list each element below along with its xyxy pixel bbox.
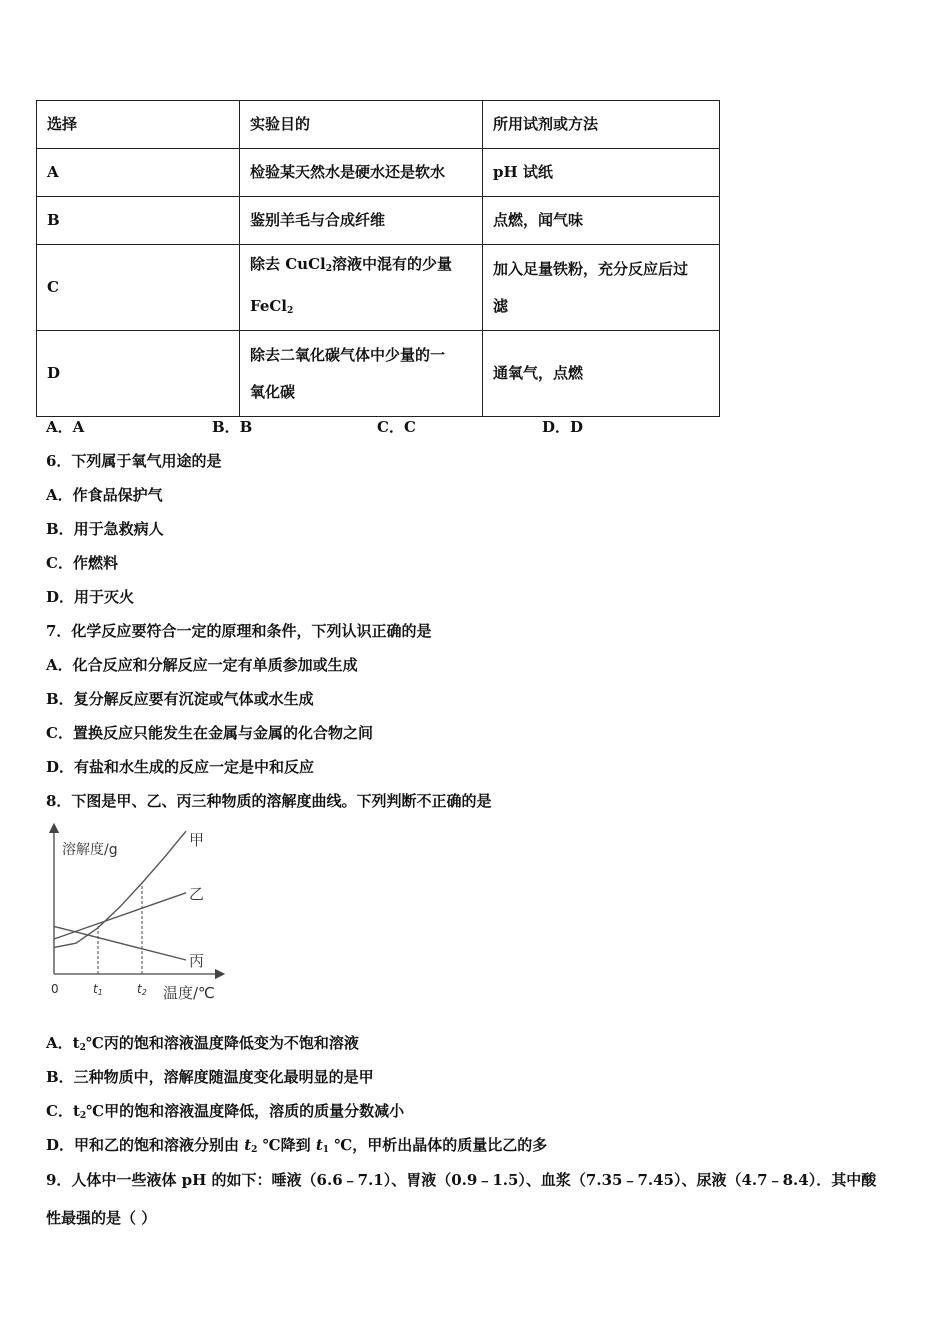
answer-option[interactable]: A．化合反应和分解反应一定有单质参加或生成 xyxy=(46,656,358,674)
purpose-text: 氧化碳 xyxy=(250,382,296,401)
cell-purpose: 鉴别羊毛与合成纤维 xyxy=(240,197,483,245)
answer-option[interactable]: B．B xyxy=(212,418,253,436)
question-stem: 9．人体中一些液体 pH 的如下：唾液（6.6﹣7.1）、胃液（0.9﹣1.5）、血浆（7.35﹣7.45）、尿液（4.7﹣8.4）．其中酸 xyxy=(46,1171,877,1189)
header-purpose: 实验目的 xyxy=(240,101,483,149)
subscript: 2 xyxy=(79,1111,87,1121)
variable-t: t xyxy=(72,1034,80,1052)
x-axis-label: 温度/℃ xyxy=(163,984,215,1002)
answer-option[interactable]: A．作食品保护气 xyxy=(46,486,163,504)
tick-label-t2: t2 xyxy=(137,982,147,997)
purpose-text: FeCl xyxy=(250,296,288,315)
cell-choice: A xyxy=(37,149,240,197)
option-prefix: C． xyxy=(46,1102,73,1120)
question-stem: 8．下图是甲、乙、丙三种物质的溶解度曲线。下列判断不正确的是 xyxy=(46,792,492,810)
subscript: 2 xyxy=(79,1043,86,1053)
cell-method: 通氧气，点燃 xyxy=(483,331,720,417)
series-label-jia: 甲 xyxy=(189,831,205,850)
answer-option[interactable]: B．三种物质中，溶解度随温度变化最明显的是甲 xyxy=(46,1068,374,1086)
cell-choice: B xyxy=(37,197,240,245)
cell-method: 点燃，闻气味 xyxy=(483,197,720,245)
answer-option[interactable]: C．C xyxy=(377,418,416,436)
subscript: 1 xyxy=(322,1145,330,1155)
table-header-row xyxy=(37,101,720,149)
variable-t: t xyxy=(244,1136,252,1154)
cell-method xyxy=(483,245,720,331)
subscript: 2 xyxy=(287,305,294,316)
answer-option[interactable]: D．D xyxy=(542,418,584,436)
table-row xyxy=(37,149,720,197)
answer-option[interactable]: D．用于灭火 xyxy=(46,588,135,606)
method-text: 加入足量铁粉，充分反应后过 xyxy=(493,259,689,278)
variable-t: t xyxy=(72,1102,80,1120)
purpose-text: 除去二氧化碳气体中少量的一 xyxy=(250,345,446,364)
cell-method: pH 试纸 xyxy=(483,149,720,197)
experiment-table xyxy=(36,100,720,417)
cell-choice: C xyxy=(37,245,240,331)
cell-purpose xyxy=(240,331,483,417)
cell-purpose xyxy=(240,245,483,331)
answer-option[interactable]: B．复分解反应要有沉淀或气体或水生成 xyxy=(46,690,314,708)
cell-purpose: 检验某天然水是硬水还是软水 xyxy=(240,149,483,197)
question-stem: 7．化学反应要符合一定的原理和条件，下列认识正确的是 xyxy=(46,622,432,640)
option-text: ℃，甲析出晶体的质量比乙的多 xyxy=(329,1136,548,1154)
subscript: 2 xyxy=(325,263,332,274)
table-row xyxy=(37,245,720,331)
answer-option[interactable]: D．有盐和水生成的反应一定是中和反应 xyxy=(46,758,315,776)
option-prefix: A． xyxy=(46,1034,73,1052)
method-text: 滤 xyxy=(493,296,509,315)
variable-t: t xyxy=(315,1136,323,1154)
y-axis-label: 溶解度/g xyxy=(62,842,118,858)
option-text: ℃降到 xyxy=(257,1136,316,1154)
purpose-text: 除去 CuCl xyxy=(250,254,326,273)
header-method: 所用试剂或方法 xyxy=(483,101,720,149)
answer-option[interactable]: B．用于急救病人 xyxy=(46,520,164,538)
header-choice: 选择 xyxy=(37,101,240,149)
answer-option[interactable] xyxy=(46,1134,547,1155)
subscript: 2 xyxy=(251,1145,258,1155)
series-label-yi: 乙 xyxy=(189,884,205,903)
tick-label-t1: t1 xyxy=(93,982,103,997)
answer-option[interactable]: A．A xyxy=(46,418,85,436)
option-text: ℃甲的饱和溶液温度降低，溶质的质量分数减小 xyxy=(86,1102,405,1120)
solubility-chart xyxy=(36,822,226,1006)
table-row xyxy=(37,197,720,245)
origin-label: 0 xyxy=(51,982,59,996)
answer-option[interactable] xyxy=(46,1100,404,1121)
cell-choice: D xyxy=(37,331,240,417)
question-stem: 性最强的是（ ） xyxy=(46,1209,157,1227)
option-prefix: D．甲和乙的饱和溶液分别由 xyxy=(46,1136,245,1154)
option-text: ℃丙的饱和溶液温度降低变为不饱和溶液 xyxy=(85,1034,359,1052)
table-row xyxy=(37,331,720,417)
answer-option[interactable]: C．作燃料 xyxy=(46,554,118,572)
purpose-text: 溶液中混有的少量 xyxy=(331,254,452,273)
answer-option[interactable]: C．置换反应只能发生在金属与金属的化合物之间 xyxy=(46,724,373,742)
series-label-bing: 丙 xyxy=(189,952,205,970)
answer-option[interactable] xyxy=(46,1032,359,1053)
question-stem: 6．下列属于氧气用途的是 xyxy=(46,452,222,470)
